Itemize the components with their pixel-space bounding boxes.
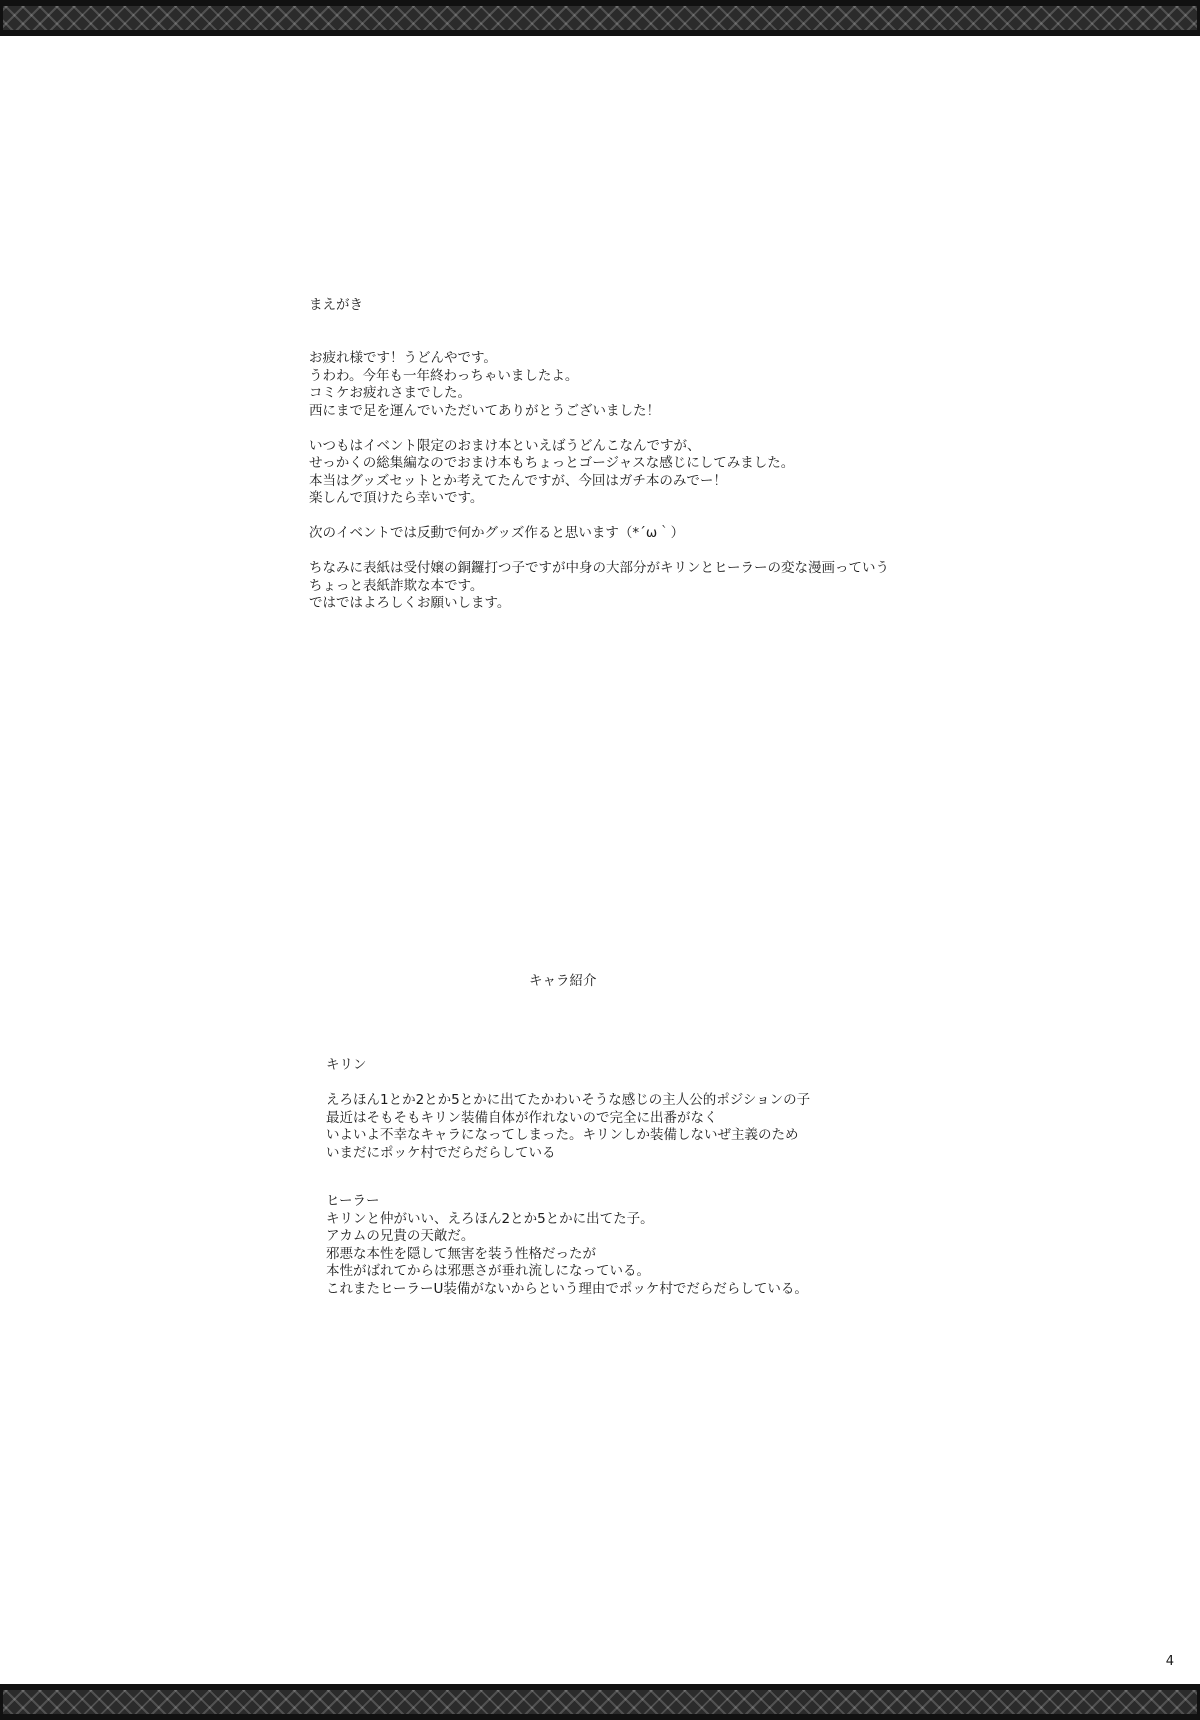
decorative-border-bottom xyxy=(0,1684,1200,1720)
paragraph-gap xyxy=(309,420,889,438)
character-description-line: キリンと仲がいい、えろほん2とか5とかに出てた子。 xyxy=(326,1210,654,1227)
paragraph-gap xyxy=(326,1075,810,1093)
preface-line: せっかくの総集編なのでおまけ本もちょっとゴージャスな感じにしてみました。 xyxy=(309,455,795,471)
preface-body xyxy=(309,350,889,613)
preface-line: お疲れ様です！うどんやです。 xyxy=(309,350,497,366)
preface-line: ちなみに表紙は受付嬢の銅鑼打つ子ですが中身の大部分がキリンとヒーラーの変な漫画っていう xyxy=(309,560,889,576)
page-number: 4 xyxy=(1165,1654,1174,1669)
paragraph-gap xyxy=(309,543,889,561)
character-name: キリン xyxy=(326,1057,367,1073)
character-description-line: 本性がばれてからは邪悪さが垂れ流しになっている。 xyxy=(326,1263,650,1279)
paragraph-gap xyxy=(309,508,889,526)
preface-heading: まえがき xyxy=(309,297,363,313)
preface-line: 本当はグッズセットとか考えてたんですが、今回はガチ本のみでー！ xyxy=(309,472,727,489)
character-healer xyxy=(326,1193,808,1298)
character-name: ヒーラー xyxy=(326,1193,380,1209)
character-description-line: これまたヒーラーU装備がないからという理由でポッケ村でだらだらしている。 xyxy=(326,1280,808,1297)
preface-line: うわわ。今年も一年終わっちゃいましたよ。 xyxy=(309,367,579,384)
character-description-line: 最近はそもそもキリン装備自体が作れないので完全に出番がなく xyxy=(326,1109,718,1126)
character-description-line: いよいよ不幸なキャラになってしまった。キリンしか装備しないぜ主義のため xyxy=(326,1127,799,1143)
preface-line: コミケお疲れさまでした。 xyxy=(309,385,471,401)
preface-line: ちょっと表紙詐欺な本です。 xyxy=(309,577,484,594)
character-description-line: いまだにポッケ村でだらだらしている xyxy=(326,1144,556,1161)
preface-line: 楽しんで頂けたら幸いです。 xyxy=(309,490,484,506)
characters-heading: キャラ紹介 xyxy=(529,973,597,989)
character-description-line: アカムの兄貴の天敵だ。 xyxy=(326,1228,475,1244)
character-kirin xyxy=(326,1057,810,1162)
preface-line: いつもはイベント限定のおまけ本といえばうどんこなんですが、 xyxy=(309,437,701,454)
preface-line: ではではよろしくお願いします。 xyxy=(309,595,511,611)
decorative-border-top xyxy=(0,0,1200,36)
preface-line: 次のイベントでは反動で何かグッズ作ると思います（*´ω｀） xyxy=(309,525,685,541)
preface-line: 西にまで足を運んでいただいてありがとうございました！ xyxy=(309,402,660,419)
character-description-line: 邪悪な本性を隠して無害を装う性格だったが xyxy=(326,1245,596,1262)
character-description-line: えろほん1とか2とか5とかに出てたかわいそうな感じの主人公的ポジションの子 xyxy=(326,1092,811,1108)
